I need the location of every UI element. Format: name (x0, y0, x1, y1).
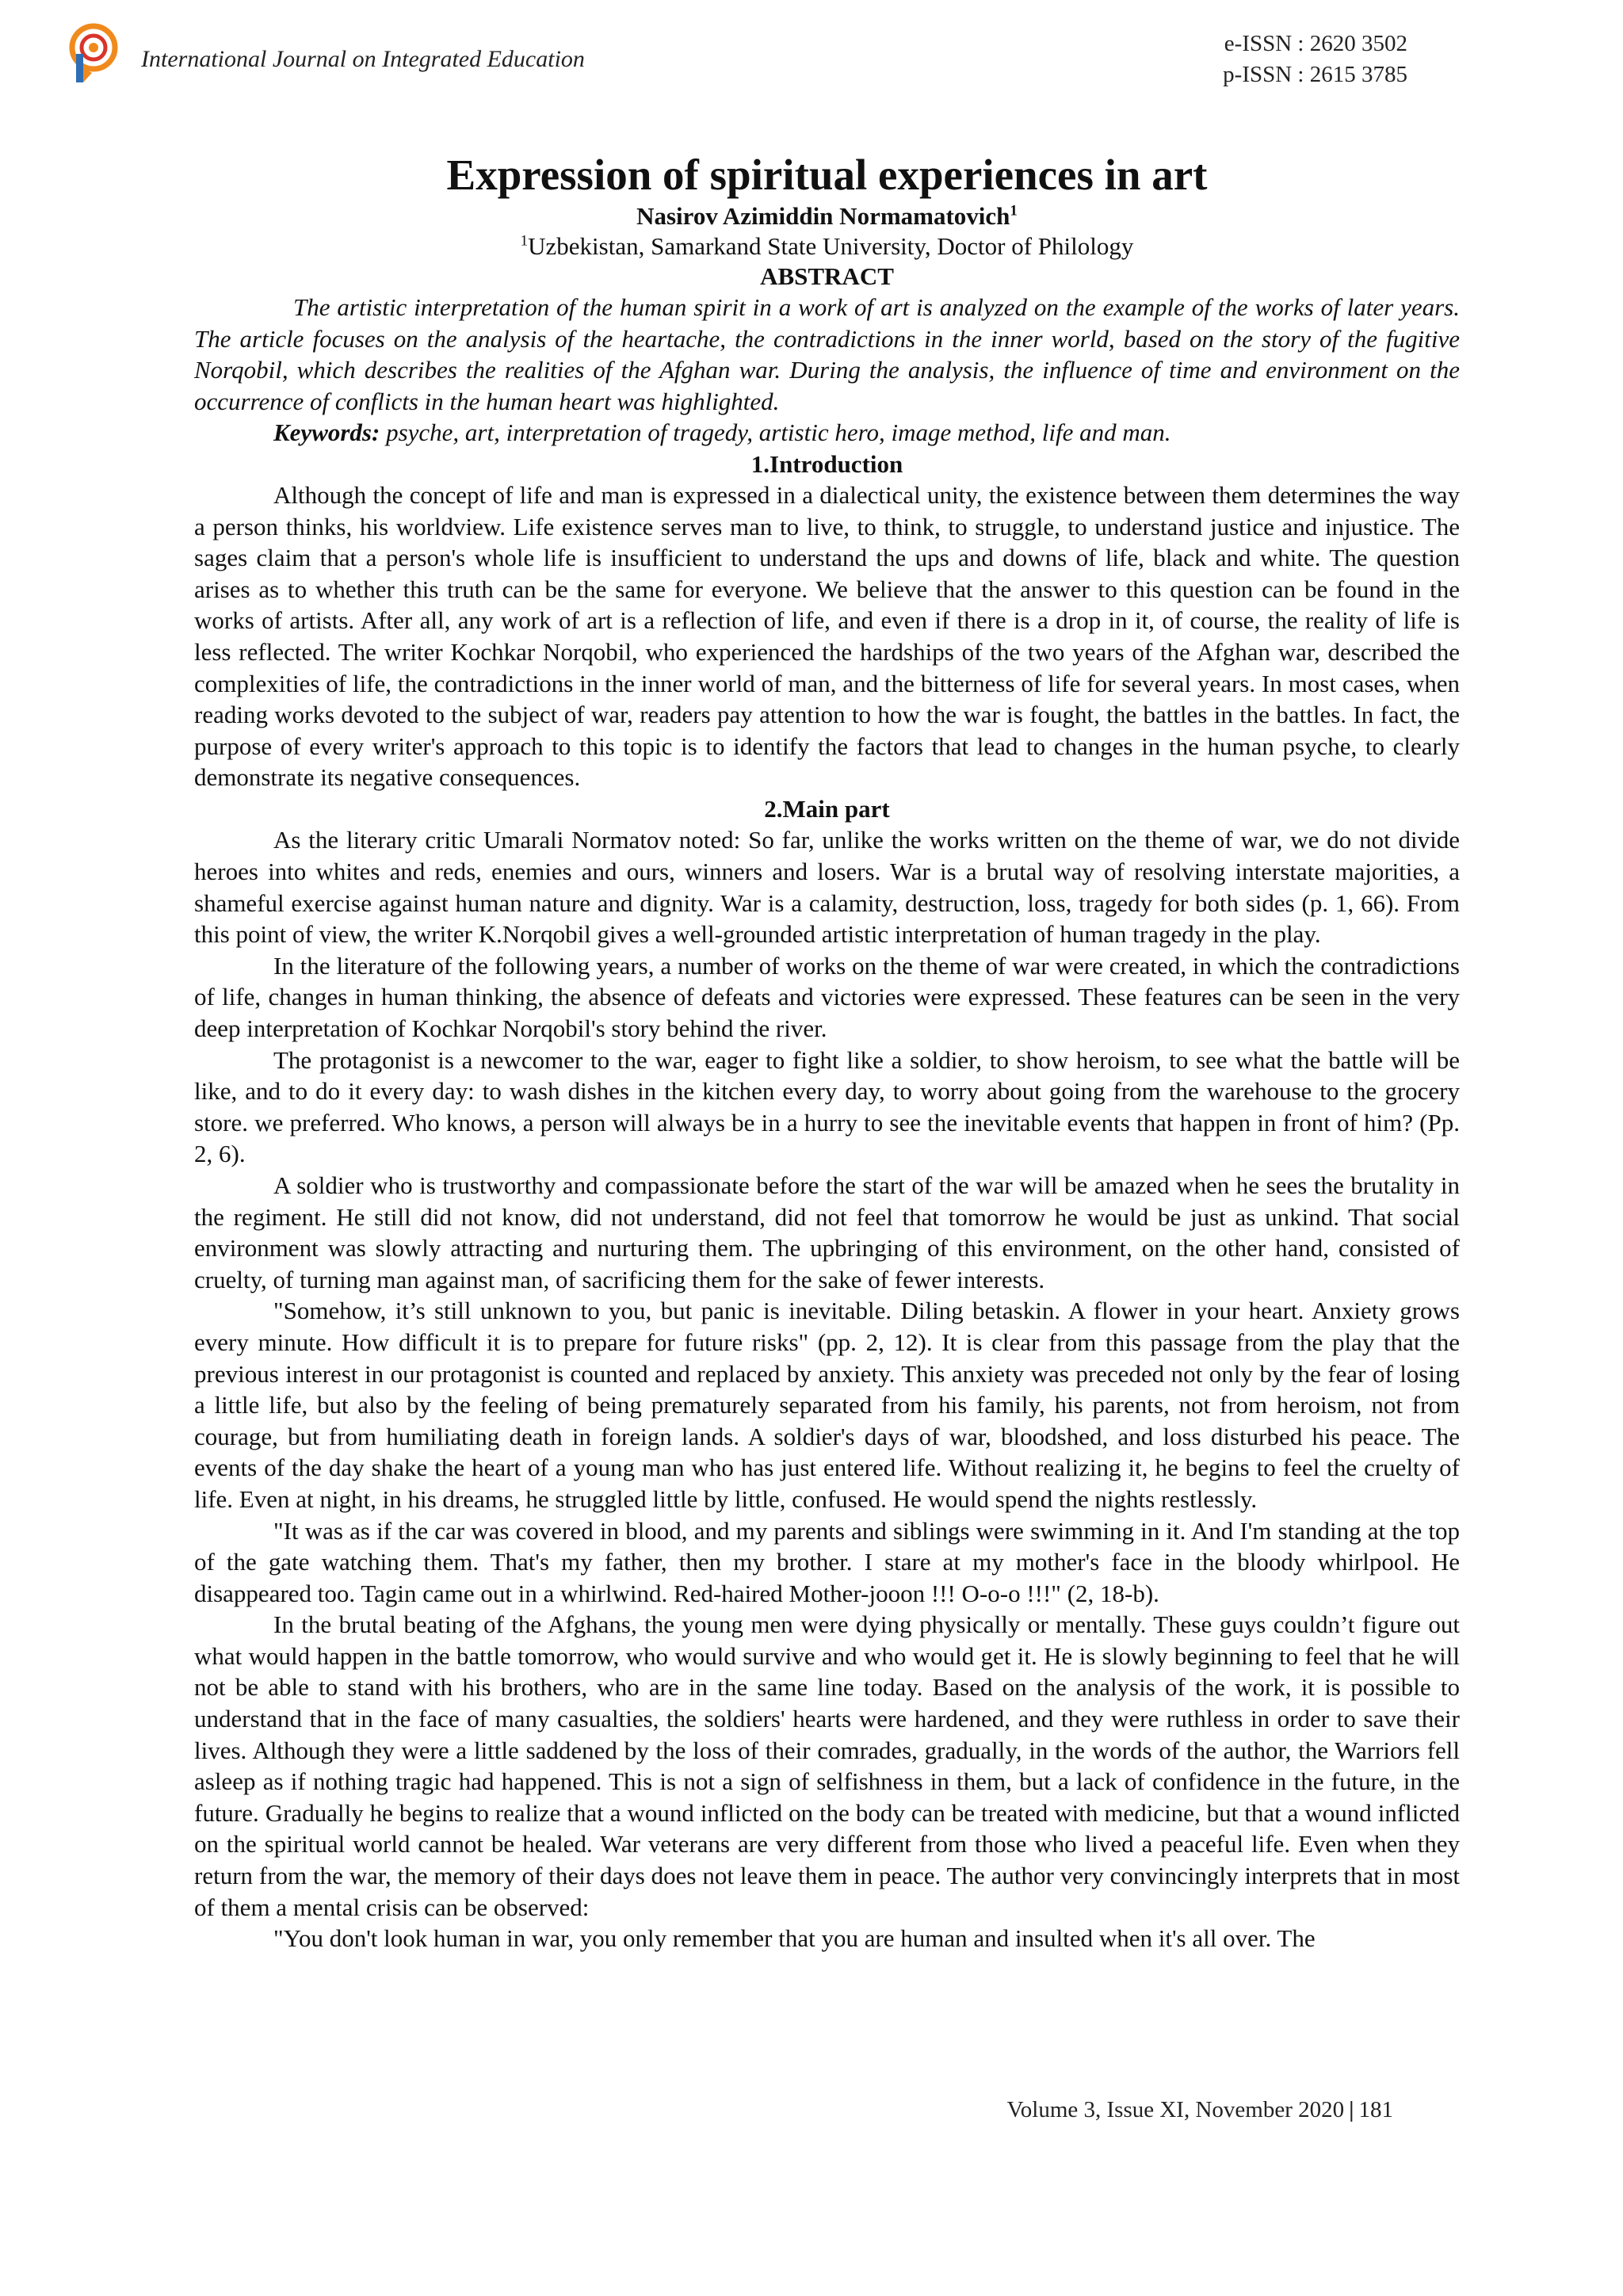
volume-info: Volume 3, Issue XI, November 2020 (1006, 2097, 1345, 2122)
paragraph: "Somehow, it’s still unknown to you, but panic is inevitable. Diling betaskin. A flower in your heart. Anxiety grows every minute. How difficult it is to prepare for future risks" (pp. 2, 12). It is clear from this passage from the play that the previous interest in our protagonist is counted and replaced by anxiety. This anxiety was preceded not only by the fear of losing a little life, but also by the feeling of being prematurely separated from his family, his parents, not from heroism, not from courage, but from humiliating death in foreign lands. A soldier's days of war, bloodshed, and loss disturbed his peace. The events of the day shake the heart of a young man who has just entered life. Without realizing it, he begins to feel the cruelty of life. Even at night, in his dreams, he struggled little by little, confused. He would spend the nights restlessly. (194, 1297, 1460, 1513)
page-number: 181 (1358, 2097, 1393, 2122)
abstract-text: The artistic interpretation of the human spirit in a work of art is analyzed on the example of the works of later years. The article focuses on the analysis of the heartache, the contradictions in the inner world, based on the story of the fugitive Norqobil, which describes the realities of the Afghan war. During the analysis, the influence of time and environment on the occurrence of conflicts in the human heart was highlighted. (194, 293, 1460, 415)
abstract-heading: ABSTRACT (760, 262, 894, 290)
paragraph: As the literary critic Umarali Normatov noted: So far, unlike the works written on the theme of war, we do not divide heroes into whites and reds, enemies and ours, winners and losers. War is a brutal way of resolving interstate majorities, a shameful exercise against human nature and dignity. War is a calamity, destruction, loss, tragedy for both sides (p. 1, 66). From this point of view, the writer K.Norqobil gives a well-grounded artistic interpretation of human tragedy in the play. (194, 826, 1460, 949)
author-superscript: 1 (1010, 202, 1018, 220)
article-title: Expression of spiritual experiences in art (446, 151, 1208, 199)
journal-logo-icon (68, 22, 124, 86)
article-body (194, 149, 1460, 1954)
paragraph: A soldier who is trustworthy and compassionate before the start of the war will be amazed when he sees the brutality in the regiment. He still did not know, did not understand, did not feel that tomorrow he would be just as unkind. That social environment was slowly attracting and nurturing them. The upbringing of this environment, on the other hand, consisted of cruelty, of turning man against man, of sacrificing them for the sake of fewer interests. (194, 1171, 1460, 1293)
paragraph: In the literature of the following years, a number of works on the theme of war were created, in which the contradictions of life, changes in human thinking, the absence of defeats and victories were expressed. These features can be seen in the very deep interpretation of Kochkar Norqobil's story behind the river. (194, 951, 1460, 1042)
section-heading-main-part: 2.Main part (764, 794, 890, 823)
keywords-label: Keywords: (273, 418, 380, 446)
paragraph: "It was as if the car was covered in blood, and my parents and siblings were swimming in it. And I'm standing at the top of the gate watching them. That's my father, then my brother. I stare at my mother's face in the bloody whirlpool. He disappeared too. Tagin came out in a whirlwind. Red-haired Mother-jooon !!! O-o-o !!!" (2, 18-b). (194, 1516, 1460, 1607)
page-header (68, 21, 1407, 92)
keywords-text: psyche, art, interpretation of tragedy, artistic hero, image method, life and man. (386, 418, 1171, 446)
paragraph: In the brutal beating of the Afghans, the young men were dying physically or mentally. These guys couldn’t figure out what would happen in the battle tomorrow, who would survive and who would get it. He is slowly beginning to feel that he will not be able to stand with his brothers, who are in the same line today. Based on the analysis of the work, it is possible to understand that in the face of many casualties, the soldiers' hearts were hardened, and they were ruthless in order to save their lives. Although they were a little saddened by the loss of their comrades, gradually, in the words of the author, the Warriors fell asleep as if nothing tragic had happened. This is not a sign of selfishness in them, but a lack of confidence in the future, in the future. Gradually he begins to realize that a wound inflicted on the body can be treated with medicine, but that a wound inflicted on the spiritual world cannot be healed. War veterans are very different from those who lived a peaceful life. Even when they return from the war, the memory of their days does not leave them in peace. The author very convincingly interprets that in most of them a mental crisis can be observed: (194, 1610, 1460, 1921)
page-footer (1007, 2097, 1393, 2123)
journal-name: International Journal on Integrated Education (141, 46, 585, 72)
keywords-line (194, 417, 1460, 449)
paragraph: Although the concept of life and man is expressed in a dialectical unity, the existence between them determines the way a person thinks, his worldview. Life existence serves man to live, to think, to struggle, to understand justice and injustice. The sages claim that a person's whole life is insufficient to understand the ups and downs of life, black and white. The question arises as to whether this truth can be the same for everyone. We believe that the answer to this question can be found in the works of artists. After all, any work of art is a reflection of life, and even if there is a drop in it, of course, the reality of life is less reflected. The writer Kochkar Norqobil, who experienced the hardships of the two years of the Afghan war, described the complexities of life, the contradictions in the inner world of man, and the bitterness of life for several years. In most cases, when reading works devoted to the subject of war, readers pay attention to how the war is fought, the battles in the battles. In fact, the purpose of every writer's approach to this topic is to identify the factors that lead to changes in the human psyche, to clearly demonstrate its negative consequences. (194, 481, 1460, 792)
affiliation-line (194, 231, 1460, 262)
footer-separator: | (1349, 2097, 1354, 2122)
section-heading-introduction: 1.Introduction (750, 449, 903, 478)
affiliation: Uzbekistan, Samarkand State University, Doctor of Philology (528, 232, 1134, 260)
author-name: Nasirov Azimiddin Normamatovich (636, 202, 1010, 230)
paragraph: "You don't look human in war, you only remember that you are human and insulted when it's all over. The (273, 1924, 1316, 1953)
author-line (194, 201, 1460, 231)
affiliation-superscript: 1 (520, 232, 529, 250)
eissn: e-ISSN : 2620 3502 (1224, 31, 1407, 56)
pissn: p-ISSN : 2615 3785 (1223, 62, 1407, 87)
issn-block (1223, 29, 1407, 90)
paragraph: The protagonist is a newcomer to the war, eager to fight like a soldier, to show heroism, to see what the battle will be like, and to do it every day: to wash dishes in the kitchen every day, to worry about going from the warehouse to the grocery store. we preferred. Who knows, a person will always be in a hurry to see the inevitable events that happen in front of him? (Pp. 2, 6). (194, 1045, 1460, 1168)
